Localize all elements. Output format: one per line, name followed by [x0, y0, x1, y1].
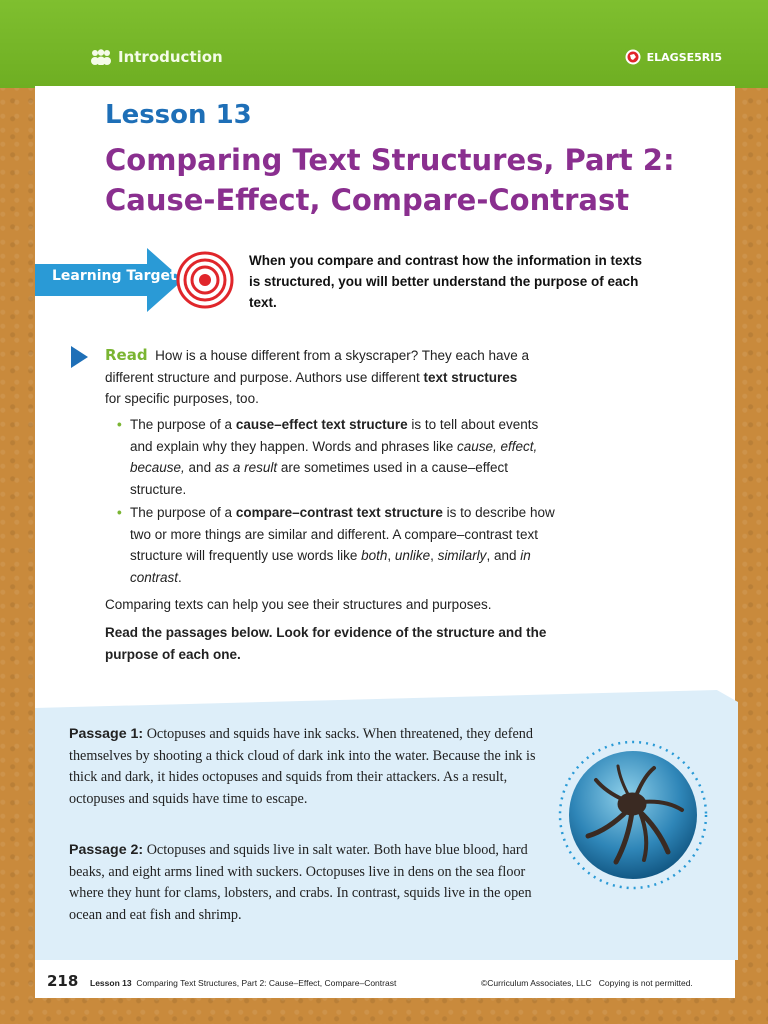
passage-label: Passage 2:	[69, 842, 144, 858]
bullet-keywords: similarly	[437, 548, 487, 563]
footer-lesson	[90, 978, 396, 988]
bullet-text: , and	[486, 548, 521, 563]
header-bar	[0, 0, 768, 88]
lesson-title	[105, 140, 705, 220]
bullet-text: ,	[430, 548, 438, 563]
bullet-keywords: in contrast	[130, 548, 531, 585]
read-arrow-icon	[71, 346, 88, 368]
people-icon	[90, 49, 112, 65]
instruction-text: Read the passages below. Look for evidence of the structure and the purpose of each one.	[105, 625, 547, 662]
footer-lesson-title: Comparing Text Structures, Part 2: Cause–Effect, Compare–Contrast	[136, 978, 397, 988]
bullet-term: compare–contrast text structure	[235, 505, 443, 520]
page-number: 218	[47, 972, 79, 990]
bullet-text: are sometimes used in a cause–effect structure.	[130, 460, 508, 497]
footer-copyright	[481, 978, 693, 988]
bullet-text: .	[178, 569, 182, 585]
footer-lesson-label: Lesson 13	[90, 978, 132, 988]
copyright-text: ©Curriculum Associates, LLC	[481, 978, 592, 988]
bullet-text: is to tell about events and explain why they happen. Words and phrases like	[130, 417, 539, 454]
read-intro-2: for specific purposes, too.	[105, 391, 259, 406]
bullet-text: and	[184, 460, 215, 475]
read-intro-bold: text structures	[423, 369, 518, 385]
section-label	[90, 48, 223, 66]
lesson-number: Lesson 13	[105, 100, 252, 130]
passage-text: Octopuses and squids live in salt water. Both have blue blood, hard beaks, and eight arms lined with suckers. Octopuses live in dens on the sea floor where they hunt for clams, lobsters, and crabs. In contrast, squids live in the open ocean and eat fish and shrimp.	[69, 842, 532, 923]
passage-2	[69, 840, 539, 926]
standard-text: ELAGSE5RI5	[646, 50, 722, 64]
bullet-keywords: both	[361, 548, 388, 563]
bullet-icon: •	[117, 417, 122, 432]
passage-text: Octopuses and squids have ink sacks. When threatened, they defend themselves by shooting a thick cloud of dark ink into the water. Because the ink is thick and dark, it hides octopuses and squids from their attackers. As a result, octopuses and squids have time to escape.	[69, 726, 536, 807]
learning-target-label: Learning Target	[52, 268, 177, 284]
standard-code	[625, 49, 722, 65]
section-text: Introduction	[118, 48, 223, 66]
bullet-term: cause–effect text structure	[235, 417, 408, 432]
read-intro-1: How is a house different from a skyscraper? They each have a different structure and purpose. Authors use different	[105, 348, 530, 385]
bullet-keywords: as a result	[214, 460, 278, 475]
passage-label: Passage 1:	[69, 726, 144, 742]
target-icon	[178, 253, 232, 307]
bullet-icon: •	[117, 505, 122, 520]
bullet-keywords: cause, effect, because,	[130, 438, 538, 475]
read-paragraph	[105, 345, 535, 410]
list-item	[117, 414, 545, 500]
bullet-text: The purpose of a	[130, 417, 236, 432]
octopus-image	[558, 740, 708, 890]
passage-1	[69, 724, 539, 810]
lesson-title-line1: Comparing Text Structures, Part 2:	[105, 143, 675, 177]
bullet-keywords: unlike	[394, 548, 431, 563]
comparing-text: Comparing texts can help you see their structures and purposes.	[105, 597, 492, 612]
standard-icon	[625, 49, 641, 65]
list-item	[117, 502, 560, 588]
copy-notice: Copying is not permitted.	[598, 978, 693, 988]
bullet-text: is to describe how two or more things are similar and different. A compare–contrast text structure will frequently use words like	[130, 505, 555, 563]
bullet-text: ,	[387, 548, 395, 563]
page-footer	[47, 972, 707, 994]
bullet-text: The purpose of a	[130, 505, 236, 520]
read-label: Read	[105, 346, 148, 364]
lesson-title-line2: Cause-Effect, Compare-Contrast	[105, 183, 630, 217]
learning-target-text: When you compare and contrast how the information in texts is structured, you will better understand the purpose of each text.	[249, 253, 643, 310]
